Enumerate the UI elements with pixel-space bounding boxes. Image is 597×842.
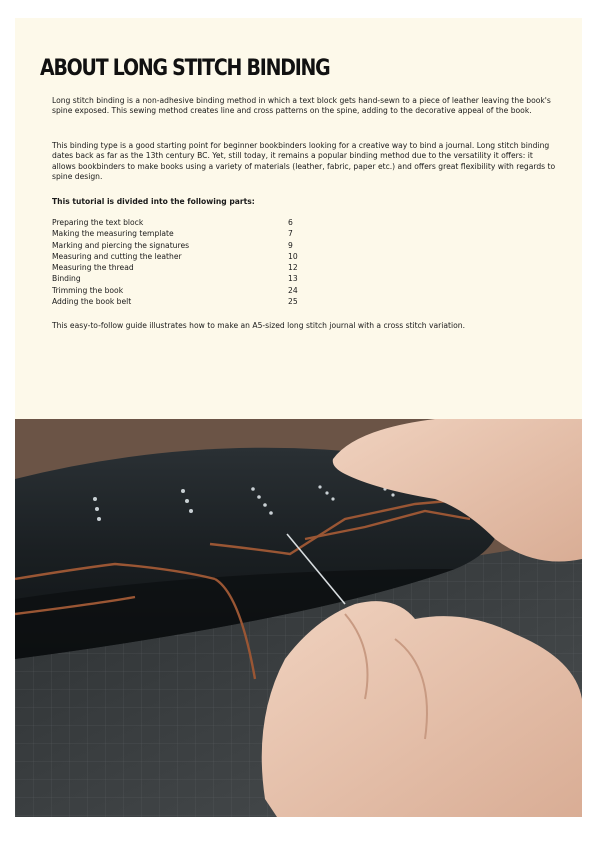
table-of-contents [52,218,312,308]
toc-item [52,218,312,229]
toc-item [52,252,312,263]
toc-item-title: Binding [52,274,81,284]
toc-item-page: 9 [288,240,293,250]
toc-item-page: 25 [288,297,298,307]
toc-item [52,286,312,297]
toc-item-title: Adding the book belt [52,297,132,307]
history-paragraph: This binding type is a good starting point for beginner bookbinders looking for a creative way to bind a journal. Long stitch binding dates back as far as the 13th century BC. Yet, still today, it remains a popular binding method due to the versatility it offers: it allows bookbinders to make books using a variety of materials (leather, fabric, paper etc.) and offers great flexibility with regards to spine design. [52,141,556,182]
toc-item-page: 12 [288,263,298,273]
guide-summary: This easy-to-follow guide illustrates how to make an A5-sized long stitch journal with a cross stitch variation. [52,321,466,330]
toc-item-page: 24 [288,285,298,295]
toc-intro: This tutorial is divided into the following parts: [52,197,255,206]
toc-item-page: 10 [288,251,298,261]
toc-item-title: Preparing the text block [52,218,144,227]
toc-item-title: Measuring and cutting the leather [52,251,182,261]
toc-item [52,229,312,240]
toc-item [52,274,312,285]
toc-item [52,241,312,252]
toc-item-page: 7 [288,229,293,239]
toc-item-title: Marking and piercing the signatures [52,240,190,250]
toc-item-page: 13 [288,274,298,284]
toc-item [52,263,312,274]
toc-item-title: Trimming the book [52,285,124,295]
binding-photo [15,419,582,817]
toc-item [52,297,312,308]
toc-item-title: Measuring the thread [52,263,134,273]
page-title: ABOUT LONG STITCH BINDING [40,56,330,81]
toc-item-title: Making the measuring template [52,229,174,239]
intro-paragraph: Long stitch binding is a non-adhesive binding method in which a text block gets hand-sewn to a piece of leather leaving the book's spine exposed. This sewing method creates line and cross patterns on the spine, adding to the decorative appeal of the book. [52,96,551,116]
toc-item-page: 6 [288,218,293,227]
